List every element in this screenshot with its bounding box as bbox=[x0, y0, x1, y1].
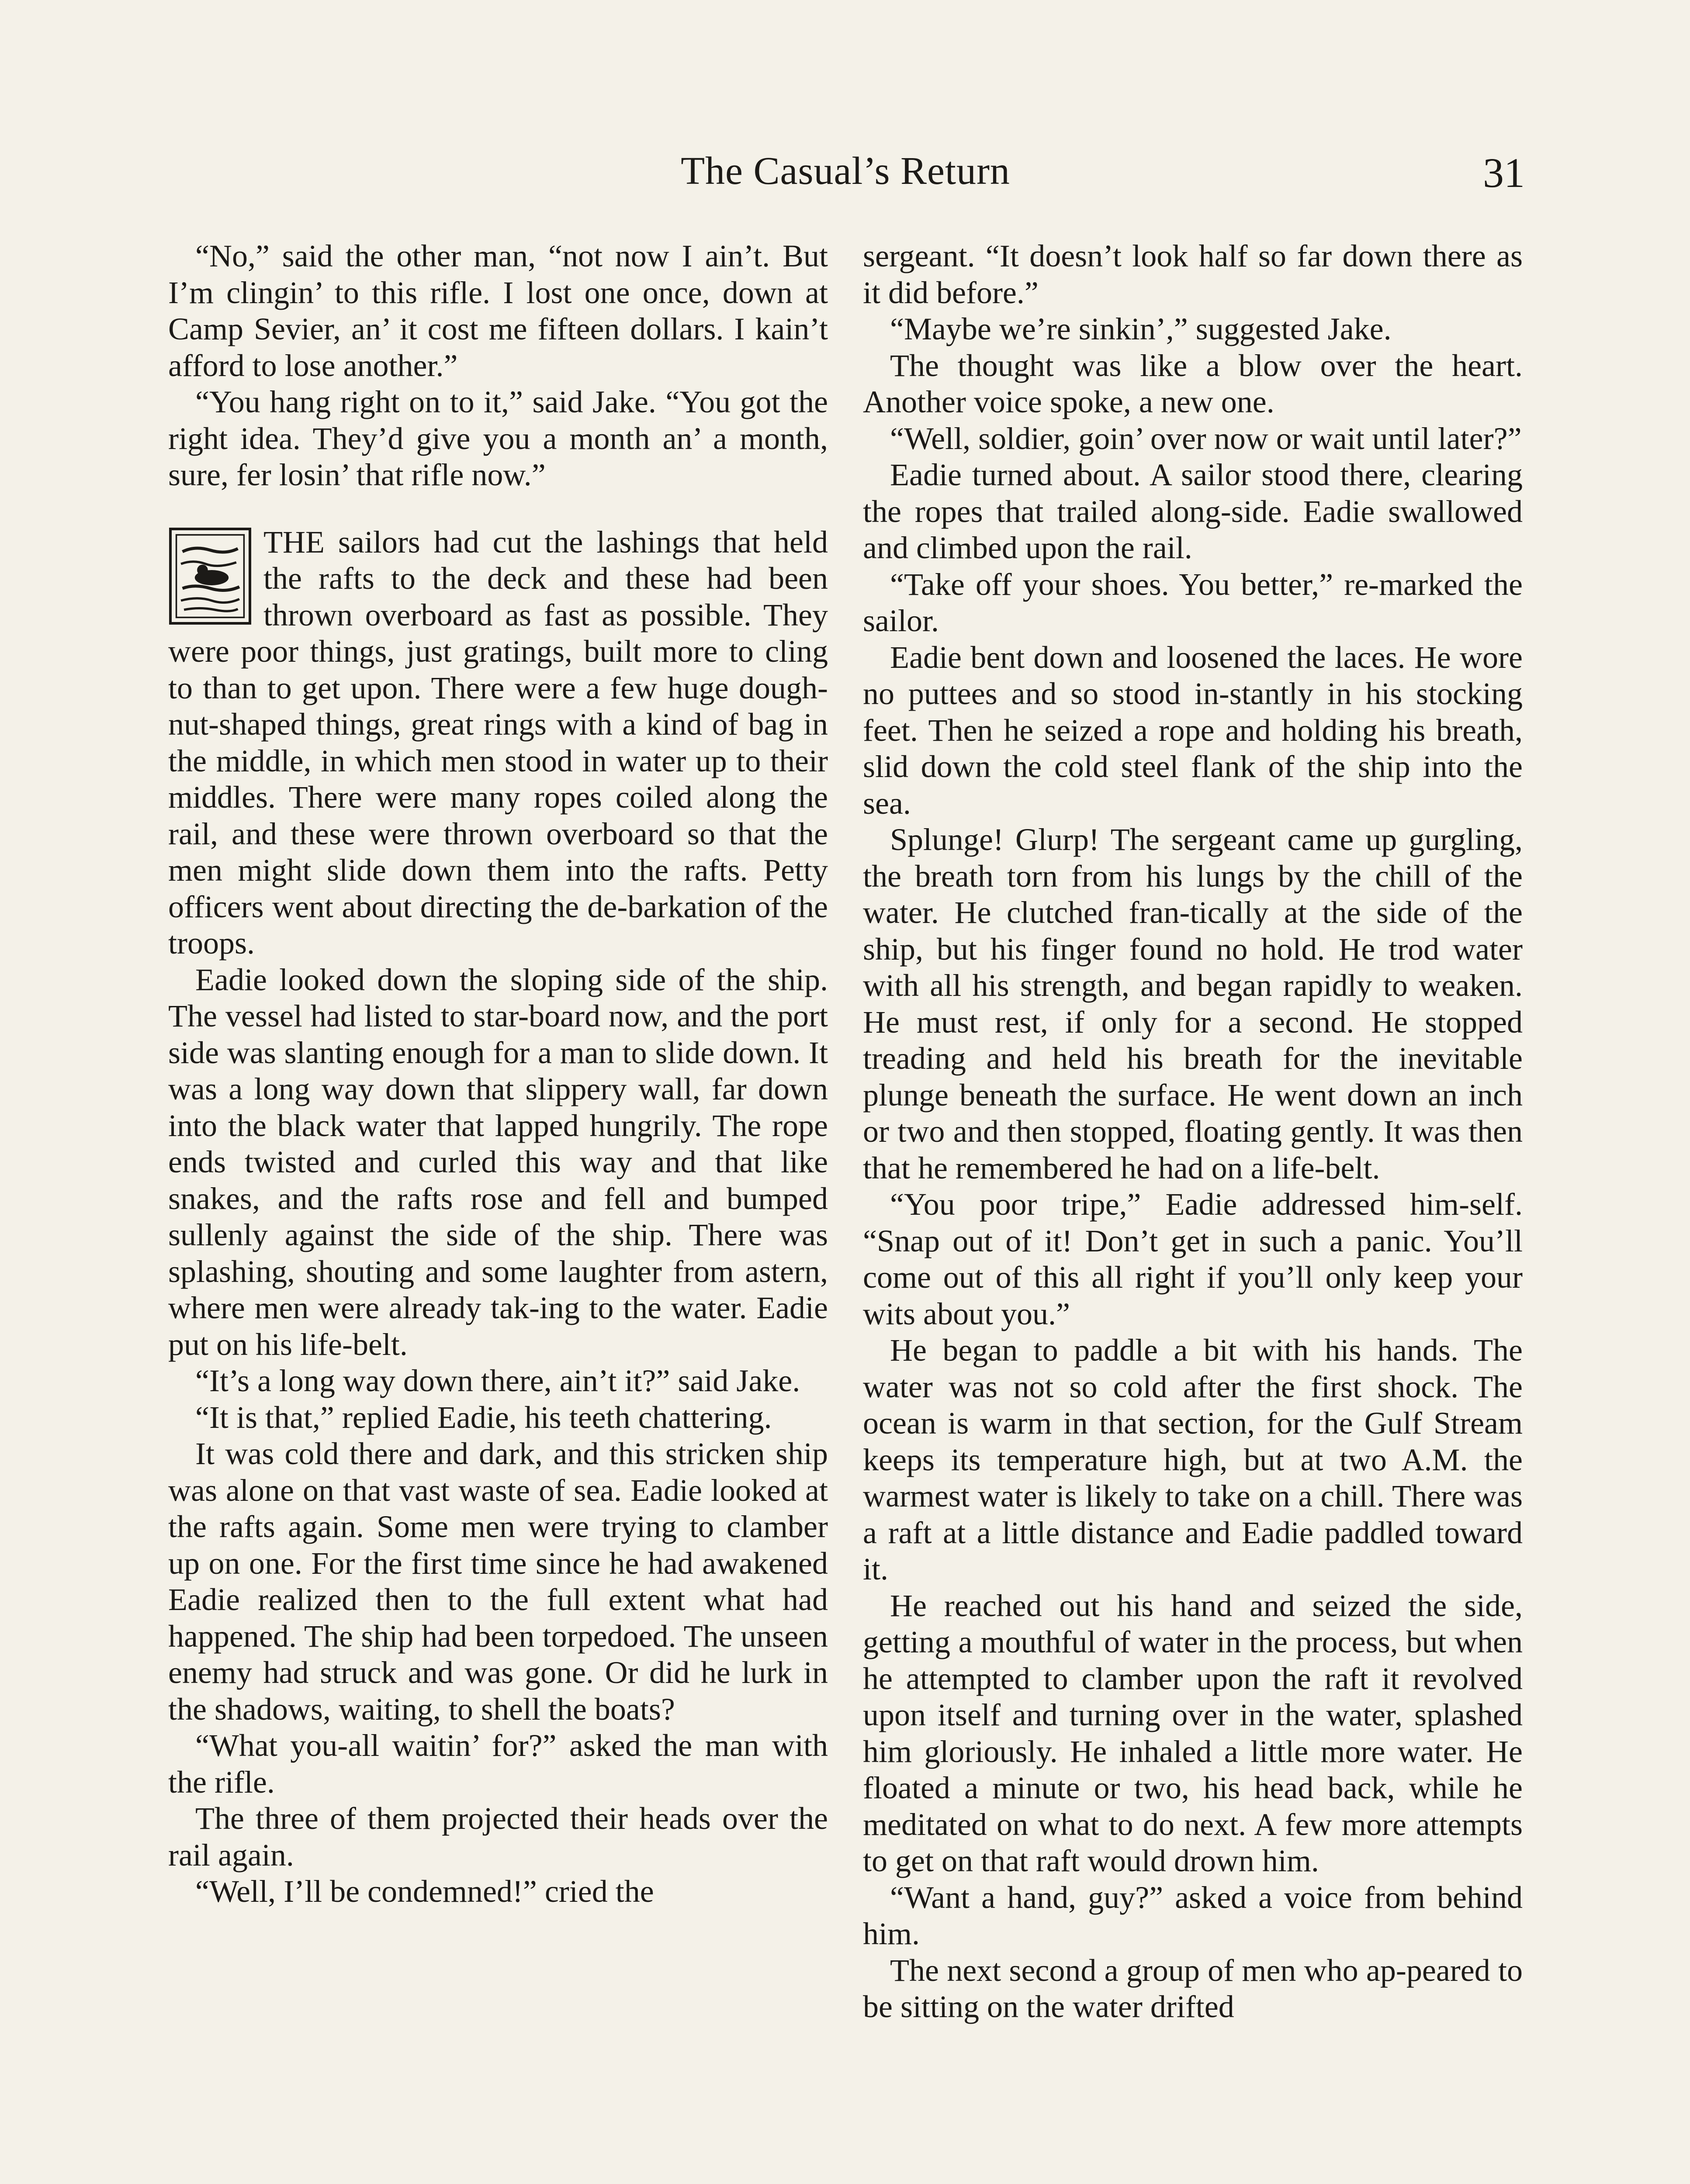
paragraph: “Want a hand, guy?” asked a voice from behind him. bbox=[863, 1880, 1523, 1951]
raft-figure-illustration-icon bbox=[169, 528, 251, 625]
paragraph: “What you-all waitin’ for?” asked the man with the rifle. bbox=[168, 1728, 828, 1800]
paragraph: The thought was like a blow over the heart. Another voice spoke, a new one. bbox=[863, 348, 1523, 419]
left-column bbox=[168, 238, 828, 1910]
paragraph: He reached out his hand and seized the side, getting a mouthful of water in the process, but when he attempted to clamber upon the raft it revolved upon itself and turning over in the water, splashed him gloriously. He inhaled a little more water. He floated a minute or two, his head back, while he meditated on what to do next. A few more attempts to get on that raft would drown him. bbox=[863, 1588, 1523, 1878]
page-title: The Casual’s Return bbox=[681, 149, 1010, 193]
page-number: 31 bbox=[1483, 149, 1525, 196]
right-column bbox=[863, 238, 1523, 2025]
paragraph: THE sailors had cut the lashings that held the rafts to the deck and these had been thrown overboard as fast as possible. They were poor things, just gratings, built more to cling to than to get upon. There were a few huge dough-nut-shaped things, great rings with a kind of bag in the middle, in which men stood in water up to their middles. There were many ropes coiled along the rail, and these were thrown overboard so that the men might slide down them into the rafts. Petty officers went about directing the de-barkation of the troops. bbox=[168, 524, 828, 961]
paragraph: Splunge! Glurp! The sergeant came up gurgling, the breath torn from his lungs by the chill of the water. He clutched fran-tically at the side of the ship, but his finger found no hold. He trod water with all his strength, and began rapidly to weaken. He must rest, if only for a second. He stopped treading and held his breath for the inevitable plunge beneath the surface. He went down an inch or two and then stopped, floating gently. It was then that he remembered he had on a life-belt. bbox=[863, 822, 1523, 1185]
paragraph: “You poor tripe,” Eadie addressed him-self. “Snap out of it! Don’t get in such a panic. You’ll come out of this all right if you’ll only keep your wits about you.” bbox=[863, 1187, 1523, 1331]
paragraph: sergeant. “It doesn’t look half so far down there as it did before.” bbox=[863, 238, 1523, 310]
paragraph: “Well, I’ll be condemned!” cried the bbox=[195, 1874, 654, 1909]
paragraph: “No,” said the other man, “not now I ain’t. But I’m clingin’ to this rifle. I lost one once, down at Camp Sevier, an’ it cost me fifteen dollars. I kain’t afford to lose another.” bbox=[168, 238, 828, 383]
paragraph: “Maybe we’re sinkin’,” suggested Jake. bbox=[890, 311, 1392, 346]
paragraph: The next second a group of men who ap-peared to be sitting on the water drifted bbox=[863, 1952, 1523, 2024]
section-opening bbox=[168, 524, 828, 962]
running-head bbox=[166, 144, 1525, 205]
paragraph: “Well, soldier, goin’ over now or wait until later?” bbox=[890, 421, 1522, 456]
paragraph: “Take off your shoes. You better,” re-marked the sailor. bbox=[863, 567, 1523, 638]
paragraph: The three of them projected their heads over the rail again. bbox=[168, 1801, 828, 1873]
paragraph: Eadie looked down the sloping side of the ship. The vessel had listed to star-board now, and the port side was slanting enough for a man to slide down. It was a long way down that slippery wall, far down into the black water that lapped hungrily. The rope ends twisted and curled this way and that like snakes, and the rafts rose and fell and bumped sullenly against the side of the ship. There was splashing, shouting and some laughter from astern, where men were already tak-ing to the water. Eadie put on his life-belt. bbox=[168, 962, 828, 1362]
paragraph: He began to paddle a bit with his hands. The water was not so cold after the first shock. The ocean is warm in that section, for the Gulf Stream keeps its temperature high, but at two A.M. the warmest water is likely to take on a chill. There was a raft at a little distance and Eadie paddled toward it. bbox=[863, 1333, 1523, 1586]
paragraph: “It’s a long way down there, ain’t it?” said Jake. bbox=[195, 1363, 800, 1398]
paragraph: Eadie bent down and loosened the laces. He wore no puttees and so stood in-stantly in his stocking feet. Then he seized a rope and holding his breath, slid down the cold steel flank of the ship into the sea. bbox=[863, 639, 1523, 821]
paragraph: Eadie turned about. A sailor stood there, clearing the ropes that trailed along-side. Eadie swallowed and climbed upon the rail. bbox=[863, 457, 1523, 565]
paragraph: It was cold there and dark, and this stricken ship was alone on that vast waste of sea. Eadie looked at the rafts again. Some men were trying to clamber up on one. For the first time since he had awakened Eadie realized then to the full extent what had happened. The ship had been torpedoed. The unseen enemy had struck and was gone. Or did he lurk in the shadows, waiting, to shell the boats? bbox=[168, 1436, 828, 1727]
paragraph: “It is that,” replied Eadie, his teeth chattering. bbox=[195, 1400, 772, 1435]
paragraph: “You hang right on to it,” said Jake. “You got the right idea. They’d give you a month an’ a month, sure, fer losin’ that rifle now.” bbox=[168, 384, 828, 492]
section-break bbox=[168, 494, 828, 524]
